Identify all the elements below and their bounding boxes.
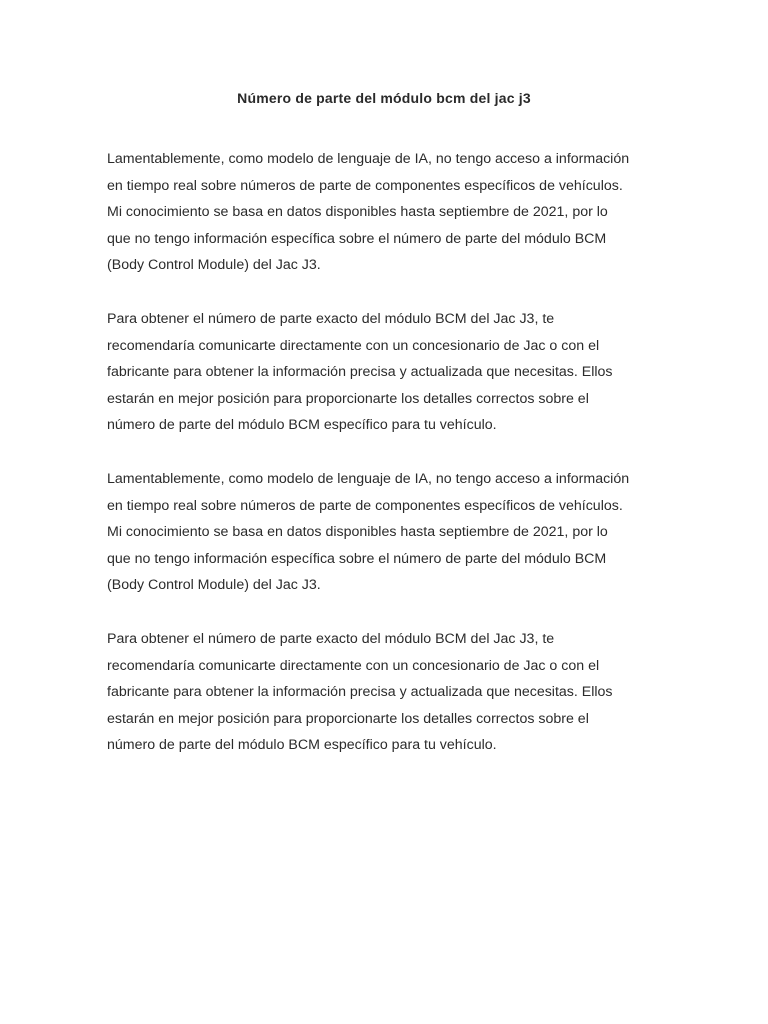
paragraph-line: en tiempo real sobre números de parte de componentes específicos de vehículos. bbox=[107, 177, 623, 194]
paragraph-line: fabricante para obtener la información precisa y actualizada que necesitas. Ellos bbox=[107, 364, 613, 381]
paragraph bbox=[107, 306, 667, 439]
paragraph-line: fabricante para obtener la información precisa y actualizada que necesitas. Ellos bbox=[107, 684, 613, 701]
paragraph-line: Mi conocimiento se basa en datos disponibles hasta septiembre de 2021, por lo bbox=[107, 524, 608, 541]
paragraph bbox=[107, 146, 667, 279]
paragraph-line: Mi conocimiento se basa en datos disponibles hasta septiembre de 2021, por lo bbox=[107, 204, 608, 221]
paragraph-line: (Body Control Module) del Jac J3. bbox=[107, 577, 321, 594]
paragraph-line: Para obtener el número de parte exacto del módulo BCM del Jac J3, te bbox=[107, 630, 555, 647]
paragraph-line: Lamentablemente, como modelo de lenguaje de IA, no tengo acceso a información bbox=[107, 470, 630, 487]
paragraph-line: recomendaría comunicarte directamente con un concesionario de Jac o con el bbox=[107, 337, 600, 354]
paragraph-line: que no tengo información específica sobre el número de parte del módulo BCM bbox=[107, 230, 607, 247]
paragraph-line: Para obtener el número de parte exacto del módulo BCM del Jac J3, te bbox=[107, 310, 555, 327]
paragraph-line: estarán en mejor posición para proporcionarte los detalles correctos sobre el bbox=[107, 710, 589, 727]
paragraph-line: número de parte del módulo BCM específico para tu vehículo. bbox=[107, 737, 497, 754]
paragraph-line: que no tengo información específica sobre el número de parte del módulo BCM bbox=[107, 550, 607, 567]
document-body bbox=[107, 146, 667, 786]
paragraph bbox=[107, 466, 667, 599]
paragraph bbox=[107, 626, 667, 759]
paragraph-line: (Body Control Module) del Jac J3. bbox=[107, 257, 321, 274]
paragraph-line: en tiempo real sobre números de parte de componentes específicos de vehículos. bbox=[107, 497, 623, 514]
paragraph-line: número de parte del módulo BCM específico para tu vehículo. bbox=[107, 417, 497, 434]
paragraph-line: estarán en mejor posición para proporcionarte los detalles correctos sobre el bbox=[107, 390, 589, 407]
paragraph-line: recomendaría comunicarte directamente con un concesionario de Jac o con el bbox=[107, 657, 600, 674]
document-title: Número de parte del módulo bcm del jac j3 bbox=[237, 90, 531, 106]
paragraph-line: Lamentablemente, como modelo de lenguaje de IA, no tengo acceso a información bbox=[107, 151, 630, 167]
